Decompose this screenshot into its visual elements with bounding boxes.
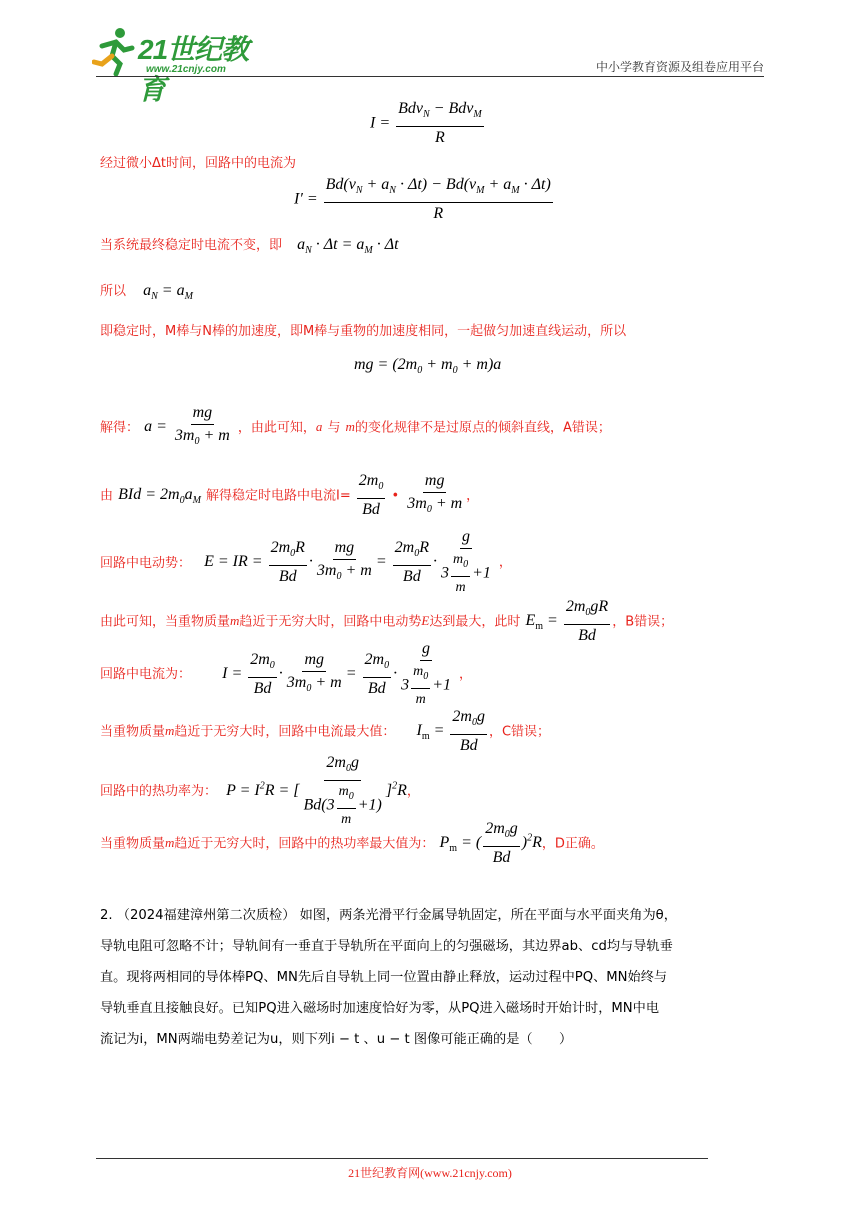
text-emf-c-b: 趋近于无穷大时，回路中电动势 [239,614,422,630]
text-power: 回路中的热功率为： [100,784,218,800]
current-line: 由 BId = $2m_0a_M$ 解得稳定时电路中电流I= $\frac{2m_0}{Bd}$ • $\frac{mg}{3m_0 + m}$ ， [100,472,480,519]
platform-title: 中小学教育资源及组卷应用平台 [595,60,764,74]
text-cm-c: ，C错误； [488,724,551,740]
text-current-b: 解得稳定时电路中电流 [206,488,337,504]
q2-line-3: 直。现将两相同的导体棒PQ、MN先后自导轨上同一位置由静止释放，运动过程中PQ、MN始终与 [100,970,668,985]
text-so: 所以 [100,284,127,299]
text-pm-c: ，D正确。 [541,836,604,852]
text-emf-c-d: ，B错误； [612,614,674,630]
text-emf-c-a: 由此可知，当重物质量 [100,614,231,630]
current2-line: 回路中电流为： I = $\frac{2m_0}{Bd}$ · $\frac{mg}{3m_0 + m}$ = $\frac{2m_0}{Bd}$ · g 3 $\frac{m_0}{m}$ +1 ， [100,640,473,707]
q2-line-5: 流记为i，MN两端电势差记为u，则下列i − t 、u − t 图像可能正确的是（ ） [100,1032,573,1047]
q2-line-2: 导轨电阻可忽略不计；导轨间有一垂直于导轨所在平面向上的匀强磁场，其边界ab、cd均与导轨垂 [100,939,673,954]
text-emf-c-c: 达到最大，此时 [429,614,521,630]
text-pm-b: 趋近于无穷大时，回路中的热功率最大值为： [174,836,435,852]
footer-text[interactable]: 21世纪教育网(www.21cnjy.com) [348,1166,512,1180]
solve-a-line: 解得： a = $\frac{mg}{3m_0 + m}$ ，由此可知，a 与 m的变化规律不是过原点的倾斜直线，A错误； [100,404,611,448]
text-solve: 解得： [100,420,140,436]
text-accel: 即稳定时，M棒与N棒的加速度，即M棒与重物的加速度相同，一起做匀加速直线运动，所以 [100,324,627,339]
text-cm-a: 当重物质量 [100,724,166,740]
steady-line: 当系统最终稳定时电流不变，即 $a_N \cdot \Delta t = a_M \cdot \Delta t$ [100,236,399,257]
footer-divider [96,1158,708,1159]
power-max-line: 当重物质量m趋近于无穷大时，回路中的热功率最大值为： $P_m$ = ( $\frac{2m_0g}{Bd}$ )$^2$R，D正确。 [100,820,604,867]
q2-line-4: 导轨垂直且接触良好。已知PQ进入磁场时加速度恰好为零，从PQ进入磁场时开始计时，MN中电 [100,1001,660,1016]
site-logo [92,22,262,105]
equation-current: I = $\frac{Bdv_N - Bdv_M}{R}$ [370,100,482,147]
text-cm-b: 趋近于无穷大时，回路中电流最大值： [174,724,396,740]
text-solve-b: ，由此可知， [237,420,316,436]
text-after-dt: 经过微小Δt时间，回路中的电流为 [100,156,296,171]
so-line: 所以 $a_N = a_M$ [100,282,193,303]
header-divider [96,76,764,77]
equation-current-prime: I′ = $\frac{Bd(v_N + a_N \cdot \Delta t) - Bd(v_M + a_M \cdot \Delta t)}{R}$ [294,176,551,223]
text-solve-c: 与 [327,420,341,436]
emf-conclusion-line: 由此可知，当重物质量m趋近于无穷大时，回路中电动势E达到最大，此时 $E_m$ = $\frac{2m_0gR}{Bd}$ ，B错误； [100,598,674,645]
text-current-a: 由 [100,488,114,504]
text-solve-d: 的变化规律不是过原点的倾斜直线，A错误； [354,420,611,436]
current-max-line: 当重物质量m趋近于无穷大时，回路中电流最大值： $I_m$ = $\frac{2m_0g}{Bd}$ ，C错误； [100,708,551,755]
runner-logo-icon [92,26,138,78]
q2-line-1: 2. （2024福建漳州第二次质检） 如图，两条光滑平行金属导轨固定，所在平面与水平面夹角为θ， [100,908,677,923]
logo-text: 21世纪教育 [138,34,249,105]
text-emf: 回路中电动势： [100,556,192,572]
logo-url: www.21cnjy.com [146,64,226,75]
text-steady: 当系统最终稳定时电流不变，即 [100,238,283,253]
equation-newton: mg = $(2m_0 + m_0 + m)a$ [354,356,502,377]
emf-line: 回路中电动势： E = IR = $\frac{2m_0R}{Bd}$ · $\frac{mg}{3m_0 + m}$ = $\frac{2m_0R}{Bd}$ · g 3 $\frac{m_0}{m}$ +1 ， [100,528,512,595]
power-line: 回路中的热功率为： $P = I^2R$ = [ $2m_0g$ Bd(3 $\frac{m_0}{m}$ +1) ]$^2$R， [100,754,420,827]
text-current2: 回路中电流为： [100,667,192,683]
text-pm-a: 当重物质量 [100,836,166,852]
question-2 [100,900,770,1055]
